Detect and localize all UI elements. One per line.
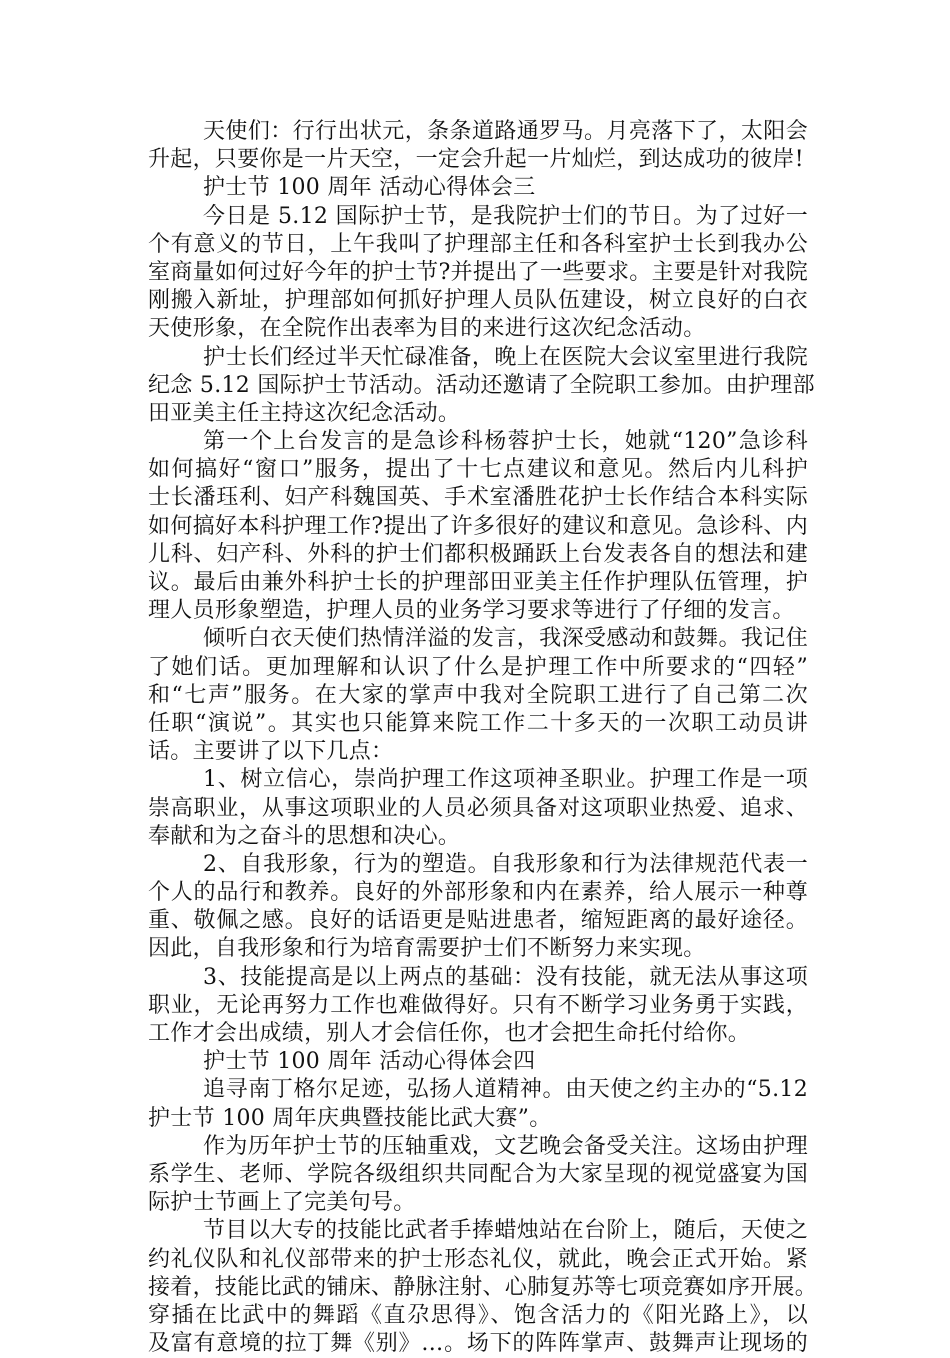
text-line: 护士长们经过半天忙碌准备，晚上在医院大会议室里进行我院 <box>203 344 808 370</box>
section-heading: 护士节 100 周年 活动心得体会四 <box>203 1049 536 1075</box>
text-line: 职业，无论再努力工作也难做得好。只有不断学习业务勇于实践， <box>148 992 808 1018</box>
text-line: 重、敬佩之感。良好的话语更是贴进患者，缩短距离的最好途径。 <box>148 908 808 934</box>
text-line: 士长潘珏利、妇产科魏国英、手术室潘胜花护士长作结合本科实际 <box>148 485 808 511</box>
text-line: 田亚美主任主持这次纪念活动。 <box>148 400 461 426</box>
text-line: 2、自我形象，行为的塑造。自我形象和行为法律规范代表一 <box>203 851 808 877</box>
text-line: 第一个上台发言的是急诊科杨蓉护士长，她就“120”急诊科 <box>203 429 808 455</box>
document-body <box>148 118 818 1358</box>
text-line: 纪念 5.12 国际护士节活动。活动还邀请了全院职工参加。由护理部 <box>148 372 815 398</box>
text-line: 际护士节画上了完美句号。 <box>148 1190 416 1216</box>
text-line: 如何搞好“窗口”服务，提出了十七点建议和意见。然后内儿科护 <box>148 457 808 483</box>
text-line: 升起，只要你是一片天空，一定会升起一片灿烂，到达成功的彼岸! <box>148 147 804 173</box>
text-line: 刚搬入新址，护理部如何抓好护理人员队伍建设，树立良好的白衣 <box>148 288 808 314</box>
text-line: 1、树立信心，崇尚护理工作这项神圣职业。护理工作是一项 <box>203 767 808 793</box>
text-line: 个有意义的节日，上午我叫了护理部主任和各科室护士长到我办公 <box>148 231 808 257</box>
text-line: 议。最后由兼外科护士长的护理部田亚美主任作护理队伍管理，护 <box>148 570 808 595</box>
text-line: 接着，技能比武的铺床、静脉注射、心肺复苏等七项竞赛如序开展。 <box>148 1274 818 1300</box>
text-line: 护士节 100 周年庆典暨技能比武大赛”。 <box>148 1105 552 1131</box>
text-line: 约礼仪队和礼仪部带来的护士形态礼仪，就此，晚会正式开始。紧 <box>148 1246 808 1272</box>
text-line: 追寻南丁格尔足迹，弘扬人道精神。由天使之约主办的“5.12 <box>203 1077 808 1103</box>
text-line: 任职“演说”。其实也只能算来院工作二十多天的一次职工动员讲 <box>148 710 808 736</box>
text-line: 因此，自我形象和行为培育需要护士们不断努力来实现。 <box>148 936 706 962</box>
text-line: 天使形象，在全院作出表率为目的来进行这次纪念活动。 <box>148 316 706 342</box>
text-line: 理人员形象塑造，护理人员的业务学习要求等进行了仔细的发言。 <box>148 598 795 624</box>
text-line: 儿科、妇产科、外科的护士们都积极踊跃上台发表各自的想法和建 <box>148 541 808 567</box>
text-line: 3、技能提高是以上两点的基础：没有技能，就无法从事这项 <box>203 964 808 990</box>
text-line: 作为历年护士节的压轴重戏，文艺晚会备受关注。这场由护理 <box>203 1133 808 1159</box>
section-heading: 护士节 100 周年 活动心得体会三 <box>203 175 536 201</box>
text-line: 节目以大专的技能比武者手捧蜡烛站在台阶上，随后，天使之 <box>203 1218 808 1244</box>
text-line: 室商量如何过好今年的护士节?并提出了一些要求。主要是针对我院 <box>148 259 808 285</box>
text-line: 及富有意境的拉丁舞《别》…。场下的阵阵掌声、鼓舞声让现场的 <box>148 1331 808 1357</box>
text-line: 倾听白衣天使们热情洋溢的发言，我深受感动和鼓舞。我记住 <box>203 626 808 652</box>
text-line: 崇高职业，从事这项职业的人员必须具备对这项职业热爱、追求、 <box>148 795 808 821</box>
text-line: 个人的品行和教养。良好的外部形象和内在素养，给人展示一种尊 <box>148 880 808 906</box>
text-line: 工作才会出成绩，别人才会信任你，也才会把生命托付给你。 <box>148 1021 751 1046</box>
text-line: 天使们：行行出状元，条条道路通罗马。月亮落下了，太阳会 <box>203 119 808 144</box>
text-line: 奉献和为之奋斗的思想和决心。 <box>148 823 461 849</box>
text-line: 话。主要讲了以下几点： <box>148 739 394 765</box>
text-line: 穿插在比武中的舞蹈《直尕思得》、饱含活力的《阳光路上》，以 <box>148 1302 808 1328</box>
text-line: 如何搞好本科护理工作?提出了许多很好的建议和意见。急诊科、内 <box>148 513 808 539</box>
text-line: 系学生、老师、学院各级组织共同配合为大家呈现的视觉盛宴为国 <box>148 1161 808 1187</box>
text-line: 今日是 5.12 国际护士节，是我院护士们的节日。为了过好一 <box>203 203 808 229</box>
text-line: 了她们话。更加理解和认识了什么是护理工作中所要求的“四轻” <box>148 654 808 680</box>
text-line: 和“七声”服务。在大家的掌声中我对全院职工进行了自己第二次 <box>148 682 808 708</box>
